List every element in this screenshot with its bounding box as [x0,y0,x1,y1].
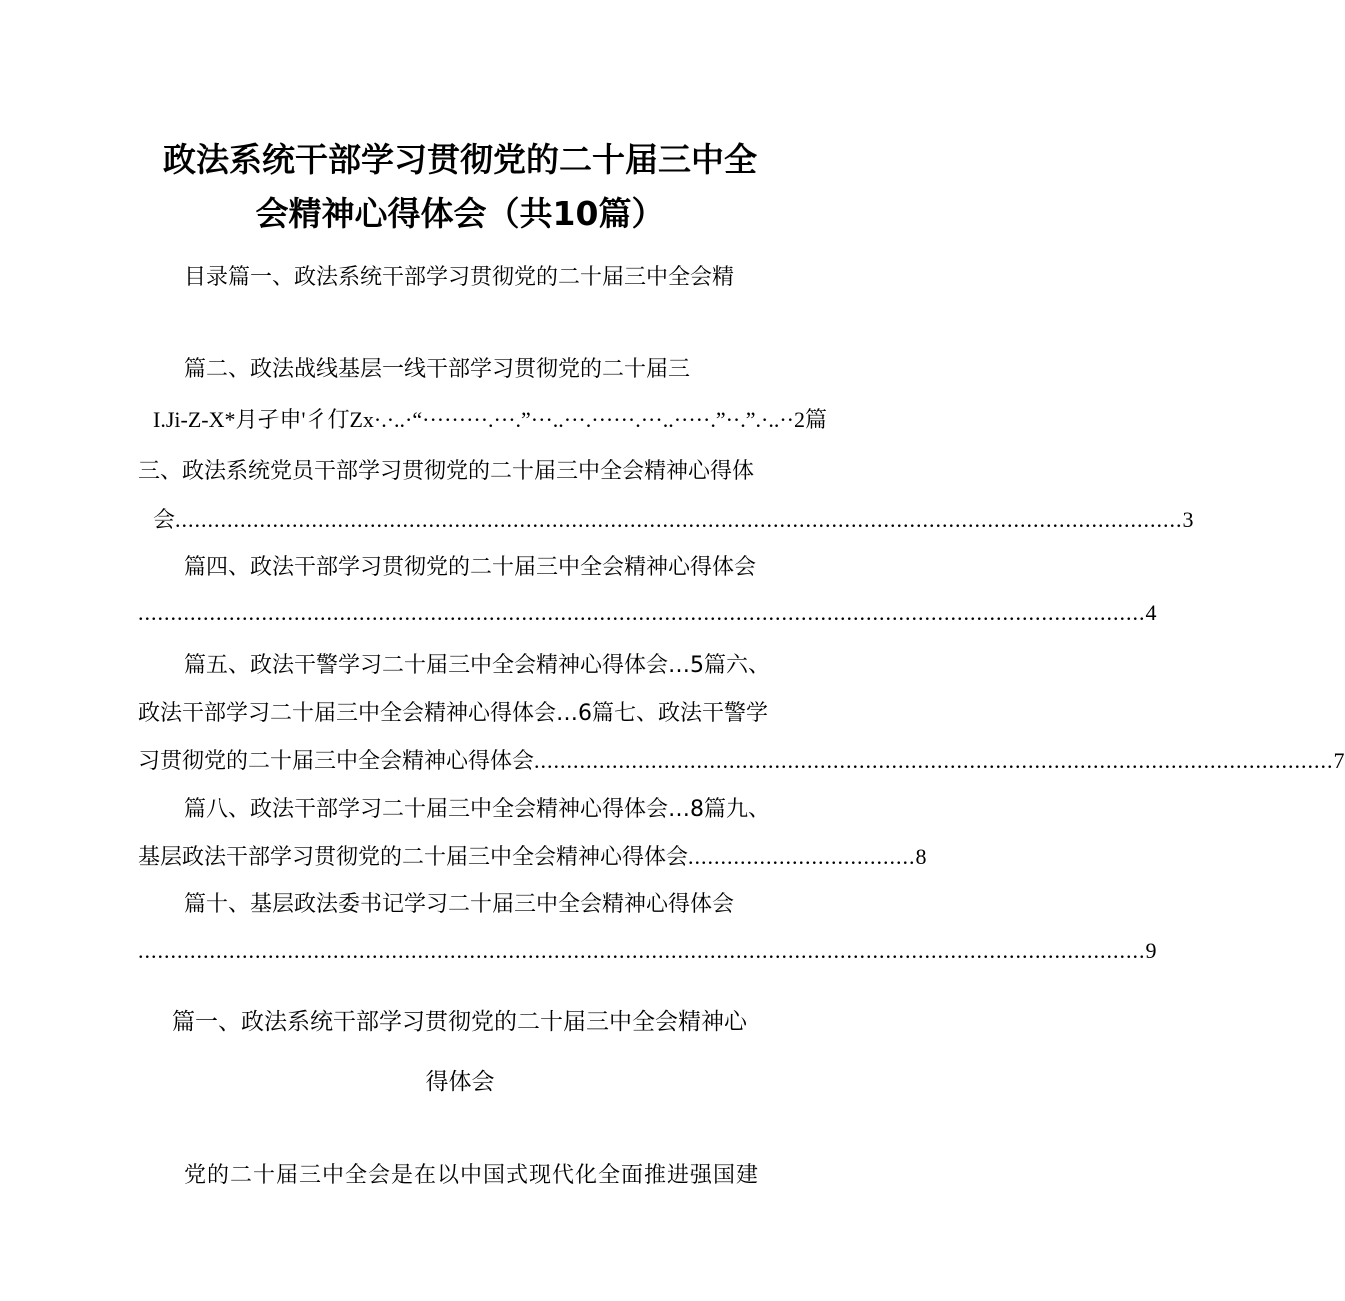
toc-entry-3-line-2[interactable] [153,503,1194,534]
toc-leader-dots: ........................................................................................................................... [534,748,1334,773]
section-heading-line-1: 篇一、政法系统干部学习贯彻党的二十届三中全会精神心 [172,1009,747,1035]
toc-leader-dots: ................................... [688,844,916,869]
toc-entry-2-line-1[interactable]: 篇二、政法战线基层一线干部学习贯彻党的二十届三 [184,357,691,382]
toc-entry-2-garbled-line[interactable]: I.Ji-Z-X*月孑申'彳仃Zx·.·..·“·········.···.”···..···.······.···..·····.”··.”.·..··2篇 [153,407,827,432]
body-paragraph: 党的二十届三中全会是在以中国式现代化全面推进强国建 [184,1163,760,1188]
toc-page-number: 8 [915,844,927,869]
toc-entry-9-text: 基层政法干部学习贯彻党的二十届三中全会精神心得体会 [138,845,689,870]
toc-entry-10-line-2[interactable] [138,938,1157,964]
toc-entry-8-line[interactable]: 篇八、政法干部学习二十届三中全会精神心得体会…8篇九、 [184,797,770,822]
toc-leader-dots: ........................................................................................................................................................... [138,600,1146,625]
toc-entry-4-line-1[interactable]: 篇四、政法干部学习贯彻党的二十届三中全会精神心得体会 [184,555,757,580]
toc-entry-3-text: 会 [153,508,176,533]
toc-page-number: 7 [1333,748,1345,773]
document-title-line-2: 会精神心得体会（共10篇） [255,194,665,233]
toc-page-number: 3 [1182,507,1194,532]
toc-entry-10-line-1[interactable]: 篇十、基层政法委书记学习二十届三中全会精神心得体会 [184,892,735,917]
toc-entry-3-line-1[interactable]: 三、政法系统党员干部学习贯彻党的二十届三中全会精神心得体 [138,459,755,484]
toc-entry-7-line[interactable] [138,744,1345,775]
document-title-line-1: 政法系统干部学习贯彻党的二十届三中全 [163,140,757,179]
toc-page-number: 9 [1145,938,1157,963]
toc-entry-9-line[interactable] [138,840,927,871]
toc-entry-4-line-2[interactable] [138,600,1157,626]
section-heading-line-2: 得体会 [425,1069,495,1095]
toc-entry-6-line[interactable]: 政法干部学习二十届三中全会精神心得体会…6篇七、政法干警学 [138,701,768,726]
toc-leader-dots: ........................................................................................................................................................... [138,938,1146,963]
toc-leader-dots: ........................................................................................................................................................... [175,507,1183,532]
toc-page-number: 4 [1145,600,1157,625]
toc-entry-1[interactable]: 目录篇一、政法系统干部学习贯彻党的二十届三中全会精 [184,265,735,290]
toc-entry-7-text: 习贯彻党的二十届三中全会精神心得体会 [138,749,535,774]
toc-entry-5-line[interactable]: 篇五、政法干警学习二十届三中全会精神心得体会…5篇六、 [184,653,770,678]
